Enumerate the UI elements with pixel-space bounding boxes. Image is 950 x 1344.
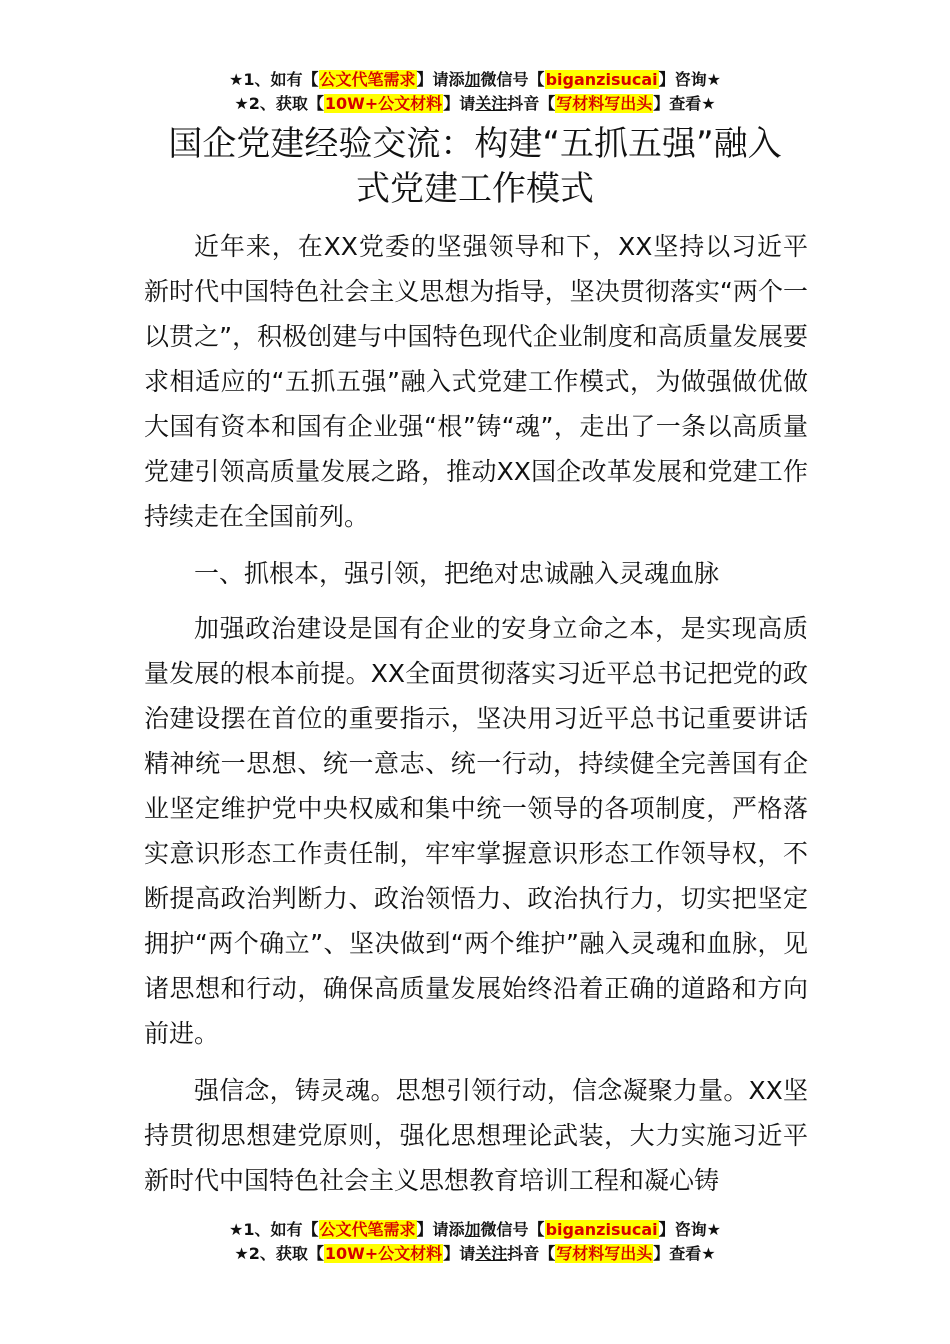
banner-text: 】请添 (416, 70, 465, 89)
top-banner (0, 68, 950, 116)
banner-text: 微信号【 (480, 70, 545, 89)
banner-underline: 关注 (475, 1244, 508, 1263)
banner-underline: 加 (464, 70, 481, 89)
banner-line-2 (0, 1242, 950, 1266)
banner-text: ★1、如有【 (229, 70, 319, 89)
banner-text: 】请 (443, 1244, 476, 1263)
banner-underline: 关注 (475, 94, 508, 113)
banner-text: ★1、如有【 (229, 1220, 319, 1239)
banner-line-1 (0, 1218, 950, 1242)
banner-text: 微信号【 (480, 1220, 545, 1239)
banner-text: ★2、获取【 (234, 1244, 324, 1263)
title-line-1: 国企党建经验交流：构建“五抓五强”融入 (168, 124, 782, 164)
section-heading-1: 一、抓根本，强引领，把绝对忠诚融入灵魂血脉 (194, 559, 720, 588)
banner-text: 】请添 (416, 1220, 465, 1239)
paragraph-section-1: 加强政治建设是国有企业的安身立命之本，是实现高质量发展的根本前提。XX全面贯彻落实习近平总书记把党的政治建设摆在首位的重要指示，坚决用习近平总书记重要讲话精神统一思想、统一意志、统一行动，持续健全完善国有企业坚定维护党中央权威和集中统一领导的各项制度，严格落实意识形态工作责任制，牢牢掌握意识形态工作领导权，不断提高政治判断力、政治领悟力、政治执行力，切实把坚定拥护“两个确立”、坚决做到“两个维护”融入灵魂和血脉，见诸思想和行动，确保高质量发展始终沿着正确的道路和方向前进。 (144, 614, 808, 1048)
document-title (0, 122, 950, 212)
banner-text: 】请 (443, 94, 476, 113)
banner-text: 抖音【 (507, 94, 556, 113)
title-line-2: 式党建工作模式 (356, 169, 594, 209)
banner-highlight: 公文代笔需求 (319, 70, 416, 89)
banner-line-1 (0, 68, 950, 92)
banner-highlight: biganzisucai (545, 1220, 658, 1239)
banner-text: ★2、获取【 (234, 94, 324, 113)
banner-underline: 加 (464, 1220, 481, 1239)
banner-line-2 (0, 92, 950, 116)
document-body (144, 224, 808, 1215)
banner-text: 】查看★ (653, 94, 716, 113)
banner-text: 】咨询★ (658, 70, 721, 89)
banner-highlight: 写材料写出头 (556, 1244, 653, 1263)
banner-highlight: 公文代笔需求 (319, 1220, 416, 1239)
bottom-banner (0, 1218, 950, 1266)
paragraph-subsection: 强信念，铸灵魂。思想引领行动，信念凝聚力量。XX坚持贯彻思想建党原则，强化思想理论武装，大力实施习近平新时代中国特色社会主义思想教育培训工程和凝心铸 (144, 1076, 808, 1195)
banner-highlight: biganzisucai (545, 70, 658, 89)
paragraph-intro: 近年来，在XX党委的坚强领导和下，XX坚持以习近平新时代中国特色社会主义思想为指导，坚决贯彻落实“两个一以贯之”，积极创建与中国特色现代企业制度和高质量发展要求相适应的“五抓五强”融入式党建工作模式，为做强做优做大国有资本和国有企业强“根”铸“魂”，走出了一条以高质量党建引领高质量发展之路，推动XX国企改革发展和党建工作持续走在全国前列。 (144, 232, 808, 531)
banner-text: 】咨询★ (658, 1220, 721, 1239)
banner-highlight: 10W+公文材料 (324, 94, 443, 113)
banner-highlight: 写材料写出头 (556, 94, 653, 113)
banner-text: 】查看★ (653, 1244, 716, 1263)
banner-text: 抖音【 (507, 1244, 556, 1263)
banner-highlight: 10W+公文材料 (324, 1244, 443, 1263)
